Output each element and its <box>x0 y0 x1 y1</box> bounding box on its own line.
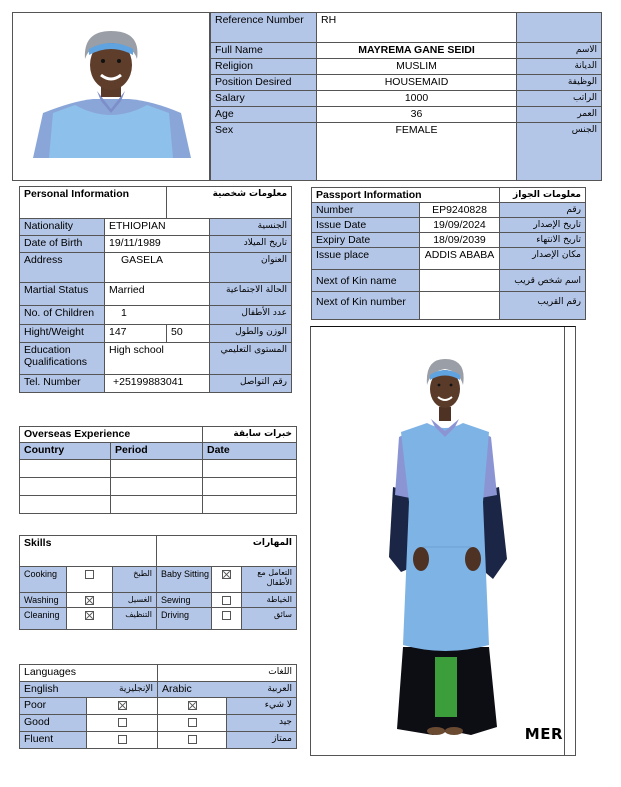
children-label-ar: عدد الأطفال <box>210 306 292 325</box>
dob-label: Date of Birth <box>20 236 105 253</box>
detail-row-salary <box>211 91 602 107</box>
main-details-table <box>210 12 602 181</box>
skill-cleaning-label: Cleaning <box>20 608 67 630</box>
issue-date-value: 19/09/2024 <box>420 218 500 233</box>
arabic-label: Arabic <box>158 682 227 698</box>
expiry-date-label-ar: تاريخ الانتهاء <box>500 233 586 248</box>
skills-table <box>19 535 297 630</box>
skills-row <box>20 608 297 630</box>
kin-name-label-ar: اسم شخص قريب <box>500 270 586 292</box>
age-label-ar: العمر <box>517 107 602 123</box>
address-label-ar: العنوان <box>210 253 292 283</box>
arabic-fluent-cell[interactable] <box>158 732 227 749</box>
personal-row-dob <box>20 236 292 253</box>
personal-row-education <box>20 343 292 375</box>
age-label: Age <box>211 107 317 123</box>
height-weight-label-ar: الوزن والطول <box>210 325 292 343</box>
english-label: English <box>20 682 87 698</box>
age-value: 36 <box>317 107 517 123</box>
nationality-value: ETHIOPIAN <box>105 219 210 236</box>
nationality-label-ar: الجنسية <box>210 219 292 236</box>
full-name-value: MAYREMA GANE SEIDI <box>317 43 517 59</box>
detail-row-full-name <box>211 43 602 59</box>
headshot-photo <box>13 13 209 180</box>
arabic-good-cell[interactable] <box>158 715 227 732</box>
reference-number-label: Reference Number <box>211 13 317 43</box>
passport-info-header <box>312 188 586 203</box>
expiry-date-value: 18/09/2039 <box>420 233 500 248</box>
issue-place-label-ar: مكان الإصدار <box>500 248 586 270</box>
skill-cooking-cell[interactable] <box>67 567 113 593</box>
religion-label-ar: الديانة <box>517 59 602 75</box>
sex-label-ar: الجنس <box>517 123 602 181</box>
passport-row-kin-name <box>312 270 586 292</box>
children-value: 1 <box>105 306 210 325</box>
position-label: Position Desired <box>211 75 317 91</box>
overseas-experience-table <box>19 426 297 514</box>
skill-sewing-checkbox[interactable] <box>222 596 231 605</box>
personal-info-title: Personal Information <box>20 187 167 219</box>
skill-washing-checkbox[interactable] <box>85 596 94 605</box>
skill-cooking-label: Cooking <box>20 567 67 593</box>
passport-info-table <box>311 187 586 320</box>
photo-frame-divider <box>564 327 565 755</box>
headshot-frame <box>12 12 210 181</box>
reference-number-value: RH <box>317 13 517 43</box>
dob-label-ar: تاريخ الميلاد <box>210 236 292 253</box>
languages-header <box>20 665 297 682</box>
full-name-label: Full Name <box>211 43 317 59</box>
level-fluent-label-ar: ممتاز <box>227 732 297 749</box>
sex-label: Sex <box>211 123 317 181</box>
skill-cleaning-label-ar: التنظيف <box>113 608 157 630</box>
experience-date-cell <box>203 496 297 514</box>
english-label-ar: الإنجليزية <box>87 682 158 698</box>
position-label-ar: الوظيفة <box>517 75 602 91</box>
detail-row-age <box>211 107 602 123</box>
english-fluent-checkbox[interactable] <box>118 735 127 744</box>
experience-row <box>20 478 297 496</box>
detail-row-sex <box>211 123 602 181</box>
arabic-good-checkbox[interactable] <box>188 718 197 727</box>
skill-sewing-cell[interactable] <box>212 593 242 608</box>
personal-row-children <box>20 306 292 325</box>
issue-place-label: Issue place <box>312 248 420 270</box>
skill-cooking-label-ar: الطبخ <box>113 567 157 593</box>
arabic-label-ar: العربية <box>227 682 297 698</box>
experience-column-headers <box>20 443 297 460</box>
tel-label: Tel. Number <box>20 375 105 393</box>
languages-title-ar: اللغات <box>158 665 297 682</box>
nationality-label: Nationality <box>20 219 105 236</box>
english-poor-cell[interactable] <box>87 698 158 715</box>
skill-driving-label: Driving <box>157 608 212 630</box>
passport-row-number <box>312 203 586 218</box>
experience-title-ar: خبرات سابقة <box>203 427 297 443</box>
skills-title-ar: المهارات <box>157 536 297 567</box>
level-fluent-label: Fluent <box>20 732 87 749</box>
experience-period-cell <box>111 460 203 478</box>
full-length-photo <box>311 327 565 755</box>
languages-column-headers <box>20 682 297 698</box>
education-label: Education Qualifications <box>20 343 105 375</box>
level-poor-label-ar: لا شيء <box>227 698 297 715</box>
skill-sewing-label: Sewing <box>157 593 212 608</box>
weight-value: 50 <box>167 325 210 343</box>
skill-cleaning-cell[interactable] <box>67 608 113 630</box>
arabic-poor-cell[interactable] <box>158 698 227 715</box>
height-value: 147 <box>105 325 167 343</box>
skill-cooking-checkbox[interactable] <box>85 570 94 579</box>
skills-title: Skills <box>20 536 157 567</box>
tel-label-ar: رقم التواصل <box>210 375 292 393</box>
experience-period-cell <box>111 496 203 514</box>
detail-row-position <box>211 75 602 91</box>
passport-info-title-ar: معلومات الجواز <box>500 188 586 203</box>
personal-info-title-ar: معلومات شخصية <box>167 187 292 219</box>
skill-washing-cell[interactable] <box>67 593 113 608</box>
personal-info-table <box>19 186 292 393</box>
skills-row <box>20 567 297 593</box>
skills-header <box>20 536 297 567</box>
english-good-checkbox[interactable] <box>118 718 127 727</box>
expiry-date-label: Expiry Date <box>312 233 420 248</box>
marital-status-label: Martial Status <box>20 283 105 306</box>
skill-driving-cell[interactable] <box>212 608 242 630</box>
languages-title: Languages <box>20 665 158 682</box>
skill-driving-label-ar: سائق <box>242 608 297 630</box>
issue-place-value: ADDIS ABABA <box>420 248 500 270</box>
experience-country-cell <box>20 460 111 478</box>
dob-value: 19/11/1989 <box>105 236 210 253</box>
tel-value: +25199883041 <box>105 375 210 393</box>
marital-status-value: Married <box>105 283 210 306</box>
passport-number-value: EP9240828 <box>420 203 500 218</box>
passport-row-kin-number <box>312 292 586 320</box>
kin-name-value <box>420 270 500 292</box>
language-level-row-poor <box>20 698 297 715</box>
passport-info-title: Passport Information <box>312 188 500 203</box>
skill-washing-label: Washing <box>20 593 67 608</box>
personal-row-tel <box>20 375 292 393</box>
full-name-label-ar: الاسم <box>517 43 602 59</box>
passport-row-expiry-date <box>312 233 586 248</box>
experience-date-cell <box>203 460 297 478</box>
education-value: High school <box>105 343 210 375</box>
kin-number-label: Next of Kin number <box>312 292 420 320</box>
skills-row <box>20 593 297 608</box>
experience-period-cell <box>111 478 203 496</box>
skill-babysitting-cell[interactable] <box>212 567 242 593</box>
marital-status-label-ar: الحالة الاجتماعية <box>210 283 292 306</box>
detail-row-religion <box>211 59 602 75</box>
passport-row-issue-date <box>312 218 586 233</box>
experience-title: Overseas Experience <box>20 427 203 443</box>
skill-driving-checkbox[interactable] <box>222 611 231 620</box>
experience-header <box>20 427 297 443</box>
children-label: No. of Children <box>20 306 105 325</box>
experience-date-cell <box>203 478 297 496</box>
full-photo-frame <box>310 326 576 756</box>
passport-number-label-ar: رقم <box>500 203 586 218</box>
level-good-label: Good <box>20 715 87 732</box>
language-level-row-good <box>20 715 297 732</box>
skill-washing-label-ar: الغسيل <box>113 593 157 608</box>
religion-label: Religion <box>211 59 317 75</box>
skill-babysitting-label: Baby Sitting <box>157 567 212 593</box>
personal-row-address <box>20 253 292 283</box>
personal-row-nationality <box>20 219 292 236</box>
arabic-fluent-checkbox[interactable] <box>188 735 197 744</box>
education-label-ar: المستوى التعليمي <box>210 343 292 375</box>
experience-country-cell <box>20 478 111 496</box>
address-label: Address <box>20 253 105 283</box>
religion-value: MUSLIM <box>317 59 517 75</box>
personal-info-header <box>20 187 292 219</box>
kin-name-label: Next of Kin name <box>312 270 420 292</box>
salary-label-ar: الراتب <box>517 91 602 107</box>
experience-row <box>20 496 297 514</box>
english-poor-checkbox[interactable] <box>118 701 127 710</box>
skill-sewing-label-ar: الخياطة <box>242 593 297 608</box>
reference-number-label-ar <box>517 13 602 43</box>
english-good-cell[interactable] <box>87 715 158 732</box>
skill-babysitting-label-ar: التعامل مع الأطفال <box>242 567 297 593</box>
address-value: GASELA <box>105 253 210 283</box>
issue-date-label: Issue Date <box>312 218 420 233</box>
passport-row-issue-place <box>312 248 586 270</box>
column-date: Date <box>203 443 297 460</box>
skill-babysitting-checkbox[interactable] <box>222 570 231 579</box>
passport-number-label: Number <box>312 203 420 218</box>
level-good-label-ar: جيد <box>227 715 297 732</box>
kin-number-label-ar: رقم القريب <box>500 292 586 320</box>
level-poor-label: Poor <box>20 698 87 715</box>
experience-row <box>20 460 297 478</box>
salary-value: 1000 <box>317 91 517 107</box>
personal-row-marital <box>20 283 292 306</box>
agency-watermark: MER <box>524 725 563 743</box>
salary-label: Salary <box>211 91 317 107</box>
language-level-row-fluent <box>20 732 297 749</box>
languages-table <box>19 664 297 749</box>
column-period: Period <box>111 443 203 460</box>
kin-number-value <box>420 292 500 320</box>
sex-value: FEMALE <box>317 123 517 181</box>
height-weight-label: Hight/Weight <box>20 325 105 343</box>
column-country: Country <box>20 443 111 460</box>
detail-row-reference <box>211 13 602 43</box>
experience-country-cell <box>20 496 111 514</box>
skill-cleaning-checkbox[interactable] <box>85 611 94 620</box>
personal-row-height-weight <box>20 325 292 343</box>
english-fluent-cell[interactable] <box>87 732 158 749</box>
arabic-poor-checkbox[interactable] <box>188 701 197 710</box>
issue-date-label-ar: تاريخ الإصدار <box>500 218 586 233</box>
position-value: HOUSEMAID <box>317 75 517 91</box>
